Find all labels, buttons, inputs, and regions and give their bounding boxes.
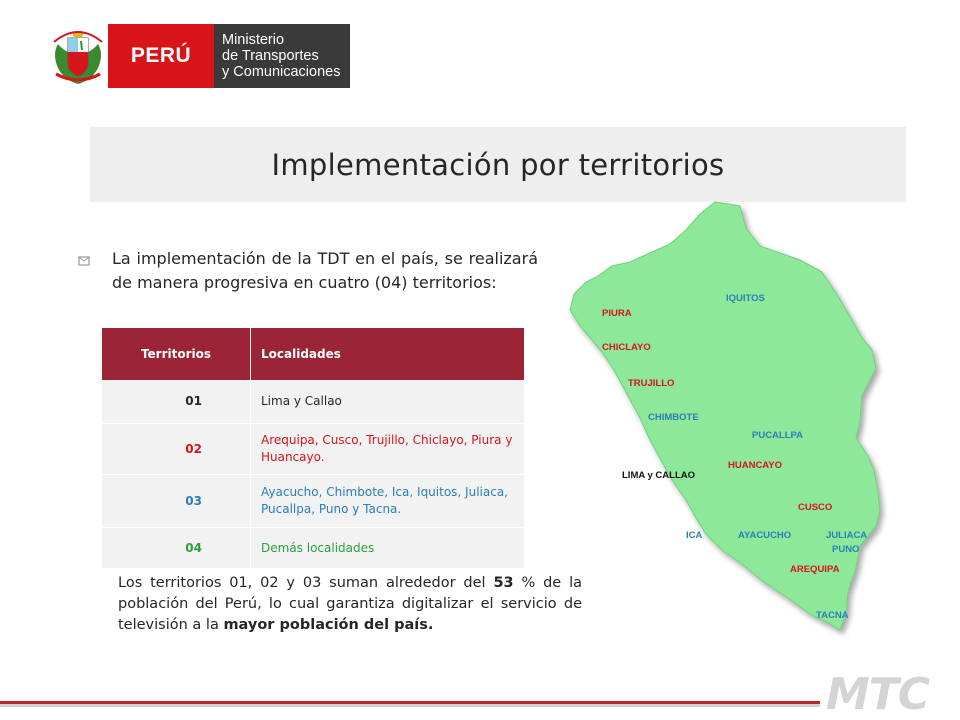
intro-text: La implementación de la TDT en el país, se realizará de manera progresiva en cuatro (04) territorios: <box>112 249 538 292</box>
country-name: PERÚ <box>130 44 192 67</box>
summary-percent: 53 <box>493 575 514 591</box>
summary-emphasis: mayor población del país. <box>223 617 434 633</box>
title-band <box>90 127 906 202</box>
peru-map <box>560 200 900 640</box>
territory-localities: Arequipa, Cusco, Trujillo, Chiclayo, Piura y Huancayo. <box>251 424 525 475</box>
territory-localities: Lima y Callao <box>251 380 525 424</box>
ministry-name-box <box>214 24 350 88</box>
mtc-logo: MTC <box>826 669 930 720</box>
map-label-tacna: TACNA <box>816 610 849 621</box>
territory-number: 04 <box>102 528 251 569</box>
territory-number: 03 <box>102 475 251 528</box>
table-row <box>102 475 524 528</box>
table-row <box>102 528 524 569</box>
map-label-puno: PUNO <box>832 544 860 555</box>
bullet-icon <box>78 252 90 264</box>
territory-number: 01 <box>102 380 251 424</box>
map-label-cusco: CUSCO <box>798 502 833 513</box>
header-territories: Territorios <box>102 328 251 380</box>
map-label-huancayo: HUANCAYO <box>728 460 783 471</box>
table-row <box>102 424 524 475</box>
map-label-ayacucho: AYACUCHO <box>738 530 792 541</box>
summary-text <box>118 573 582 636</box>
ministry-line-2: de Transportes <box>222 48 319 64</box>
territories-table <box>102 328 524 569</box>
territory-number: 02 <box>102 424 251 475</box>
territory-localities: Ayacucho, Chimbote, Ica, Iquitos, Juliaca, Pucallpa, Puno y Tacna. <box>251 475 525 528</box>
map-label-trujillo: TRUJILLO <box>628 378 675 389</box>
map-label-chimbote: CHIMBOTE <box>648 412 699 423</box>
summary-part-2: % de la población del Perú, lo cual garantiza digitalizar el servicio de televisión a la <box>118 575 582 633</box>
map-label-ica: ICA <box>686 530 703 541</box>
header-localities: Localidades <box>251 328 525 380</box>
peru-badge <box>108 24 214 88</box>
summary-part-1: Los territorios 01, 02 y 03 suman alrededor del <box>118 575 494 591</box>
ministry-line-1: Ministerio <box>222 32 285 48</box>
map-label-juliaca: JULIACA <box>826 530 868 541</box>
ministry-logo <box>50 24 350 88</box>
ministry-line-3: y Comunicaciones <box>222 64 341 80</box>
footer-divider <box>0 701 820 707</box>
map-label-chiclayo: CHICLAYO <box>602 342 651 353</box>
table-row <box>102 380 524 424</box>
slide-title: Implementación por territorios <box>271 147 725 182</box>
map-label-piura: PIURA <box>602 308 632 319</box>
coat-of-arms-icon <box>50 24 106 88</box>
territory-localities: Demás localidades <box>251 528 525 569</box>
map-label-arequipa: AREQUIPA <box>790 564 840 575</box>
map-label-lima: LIMA y CALLAO <box>622 470 696 481</box>
table-header-row <box>102 328 524 380</box>
map-label-pucallpa: PUCALLPA <box>752 430 804 441</box>
map-label-iquitos: IQUITOS <box>726 293 765 304</box>
peru-map-shape <box>560 200 900 640</box>
